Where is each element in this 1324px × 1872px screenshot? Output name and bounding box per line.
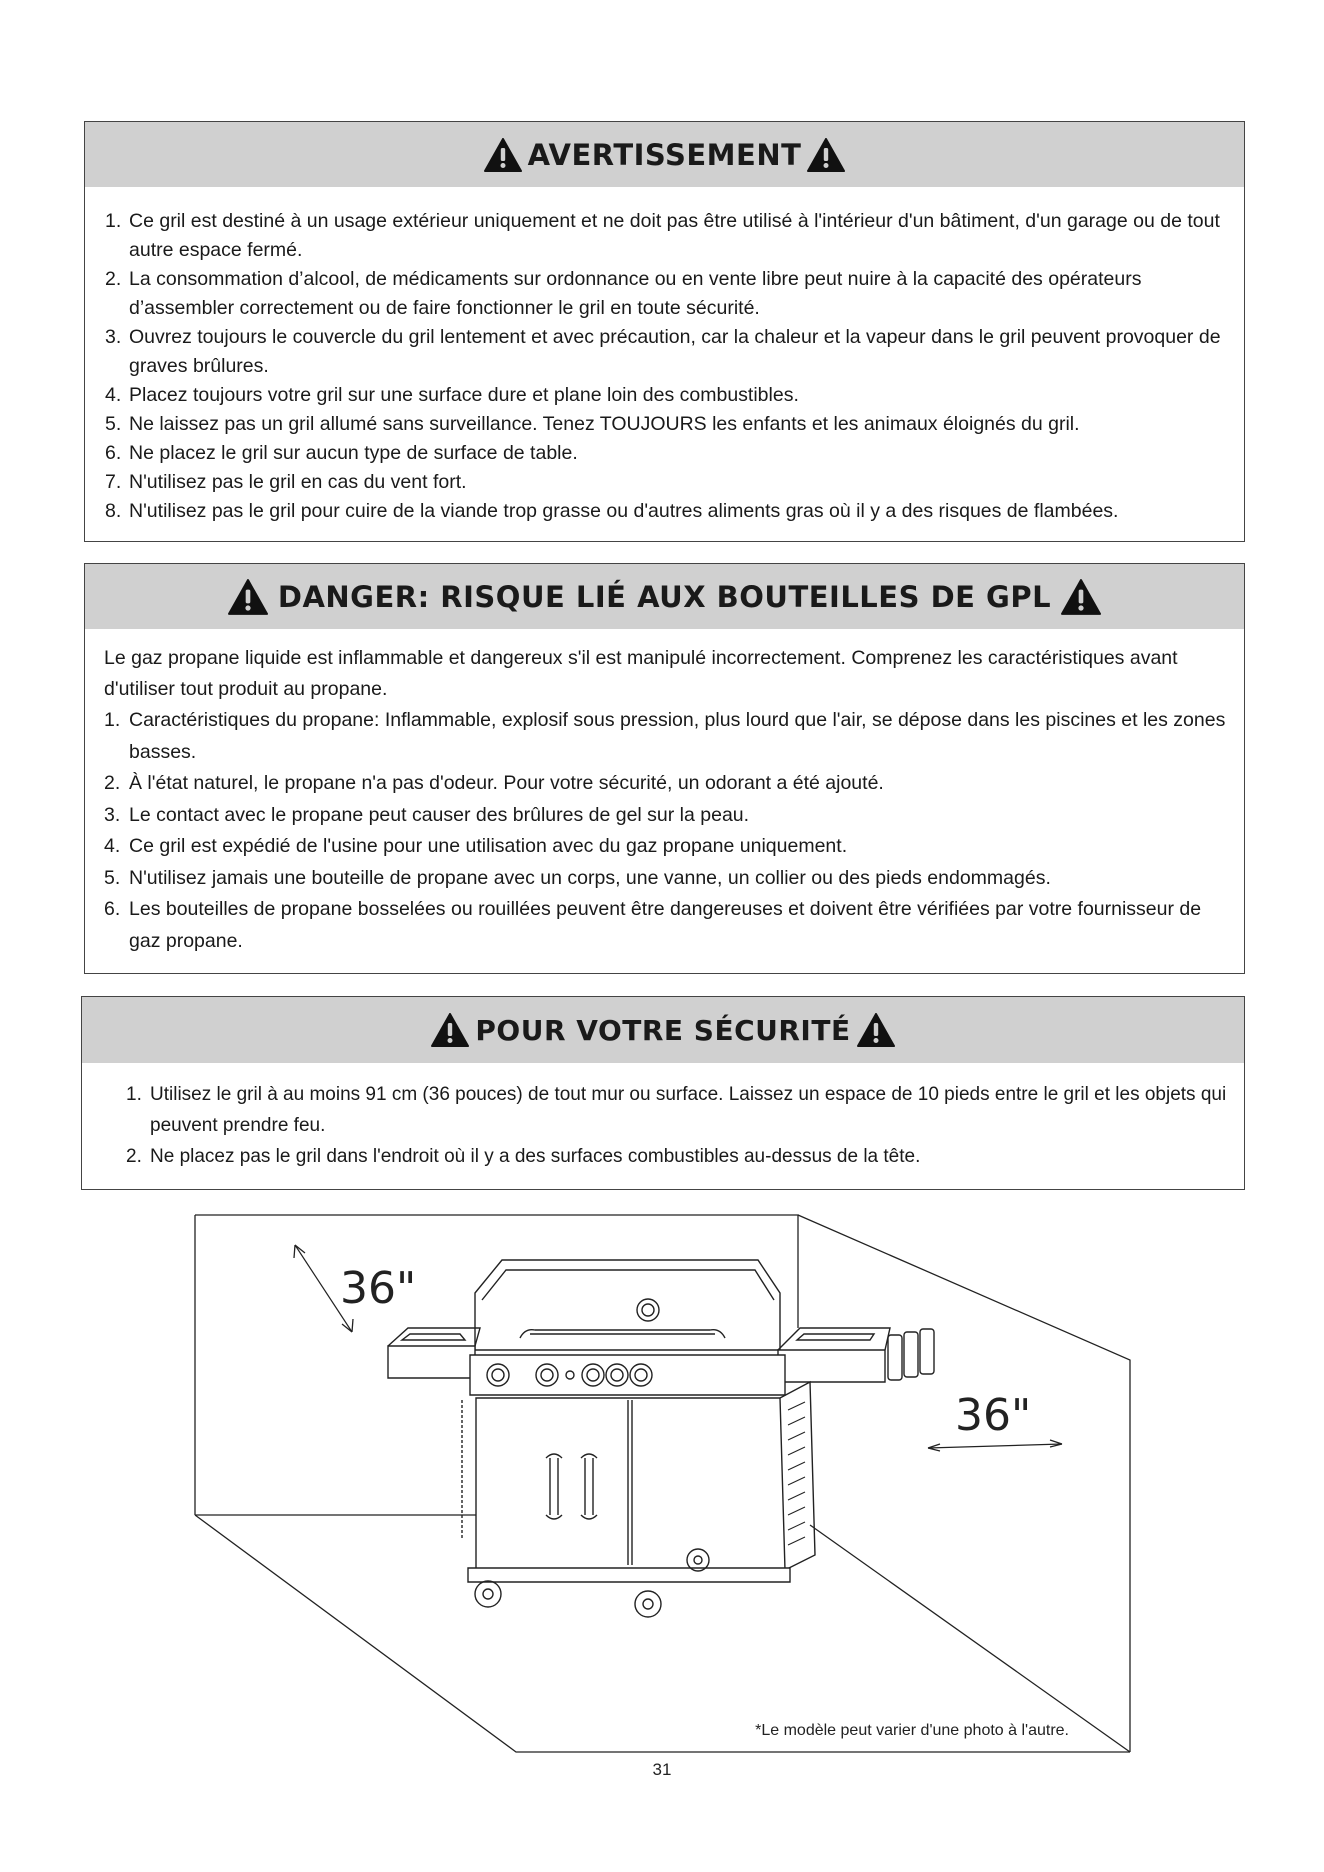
list-item: 5. N'utilisez jamais une bouteille de propane avec un corps, une vanne, un collier ou des pieds endommagés. — [104, 866, 1051, 889]
list-item: 8. N'utilisez pas le gril pour cuire de la viande trop grasse ou d'autres aliments gras où il y a des risques de flambées. — [105, 500, 1119, 522]
list-item: 3. Ouvrez toujours le couvercle du gril lentement et avec précaution, car la chaleur et la vapeur dans le gril peuvent provoquer de graves brûlures. — [105, 326, 1221, 377]
floor-right-edge — [810, 1525, 1130, 1752]
list-item: 4. Ce gril est expédié de l'usine pour une utilisation avec du gaz propane uniquement. — [104, 835, 848, 857]
wall-right — [798, 1215, 1130, 1752]
warning-list — [105, 207, 1234, 526]
danger-box — [84, 563, 1245, 974]
safety-title: POUR VOTRE SÉCURITÉ — [475, 1013, 851, 1047]
warning-title: AVERTISSEMENT — [527, 137, 802, 172]
page-number: 31 — [652, 1760, 672, 1779]
list-item: 2. À l'état naturel, le propane n'a pas d'odeur. Pour votre sécurité, un odorant a été ajouté. — [104, 772, 884, 794]
list-item: 6. Les bouteilles de propane bosselées ou rouillées peuvent être dangereuses et doivent être vérifiées par votre fournisseur de gaz propane. — [104, 898, 1202, 952]
warning-triangle-icon — [1061, 579, 1101, 615]
list-item: 2. La consommation d’alcool, de médicaments sur ordonnance ou en vente libre peut nuire à la capacité des opérateurs d’assembler correctement ou de faire fonctionner le gril en toute sécurité. — [105, 268, 1142, 319]
danger-intro: Le gaz propane liquide est inflammable et dangereux s'il est manipulé incorrectement. Comprenez les caractéristiques avant d'utiliser tout produit au propane. — [104, 647, 1178, 700]
figure-caption: *Le modèle peut varier d'une photo à l'autre. — [755, 1722, 1069, 1739]
safety-header — [82, 997, 1244, 1063]
list-item: 4. Placez toujours votre gril sur une surface dure et plane loin des combustibles. — [105, 384, 799, 406]
list-item: 5. Ne laissez pas un gril allumé sans surveillance. Tenez TOUJOURS les enfants et les animaux éloignés du gril. — [105, 413, 1080, 435]
clearance-label-left: 36" — [340, 1263, 417, 1314]
list-item: 1. Utilisez le gril à au moins 91 cm (36 pouces) de tout mur ou surface. Laissez un espace de 10 pieds entre le gril et les objets qui peuvent prendre feu. — [126, 1084, 1227, 1136]
danger-list — [104, 705, 1236, 957]
list-item: 3. Le contact avec le propane peut causer des brûlures de gel sur la peau. — [104, 803, 750, 826]
warning-triangle-icon — [431, 1013, 469, 1047]
warning-header — [85, 122, 1244, 187]
list-item: 6. Ne placez le gril sur aucun type de surface de table. — [105, 442, 578, 464]
right-clearance-arrow — [928, 1440, 1062, 1451]
warning-triangle-icon — [857, 1013, 895, 1047]
warning-triangle-icon — [228, 579, 268, 615]
grill-clearance-illustration — [190, 1210, 1136, 1756]
list-item: 2. Ne placez pas le gril dans l'endroit où il y a des surfaces combustibles au-dessus de la tête. — [126, 1146, 921, 1167]
warning-triangle-icon — [807, 138, 845, 172]
danger-title: DANGER: RISQUE LIÉ AUX BOUTEILLES DE GPL — [277, 579, 1052, 614]
warning-box — [84, 121, 1245, 542]
list-item: 7. N'utilisez pas le gril en cas du vent fort. — [105, 471, 467, 493]
warning-triangle-icon — [484, 138, 522, 172]
safety-box — [81, 996, 1245, 1190]
safety-list — [126, 1079, 1234, 1172]
danger-header — [85, 564, 1244, 629]
grill-drawing — [388, 1260, 934, 1617]
clearance-label-right: 36" — [955, 1390, 1032, 1441]
list-item: 1. Ce gril est destiné à un usage extérieur uniquement et ne doit pas être utilisé à l'intérieur d'un bâtiment, d'un garage ou de tout autre espace fermé. — [105, 210, 1220, 261]
list-item: 1. Caractéristiques du propane: Inflammable, explosif sous pression, plus lourd que l'air, se dépose dans les piscines et les zones basses. — [104, 709, 1226, 763]
